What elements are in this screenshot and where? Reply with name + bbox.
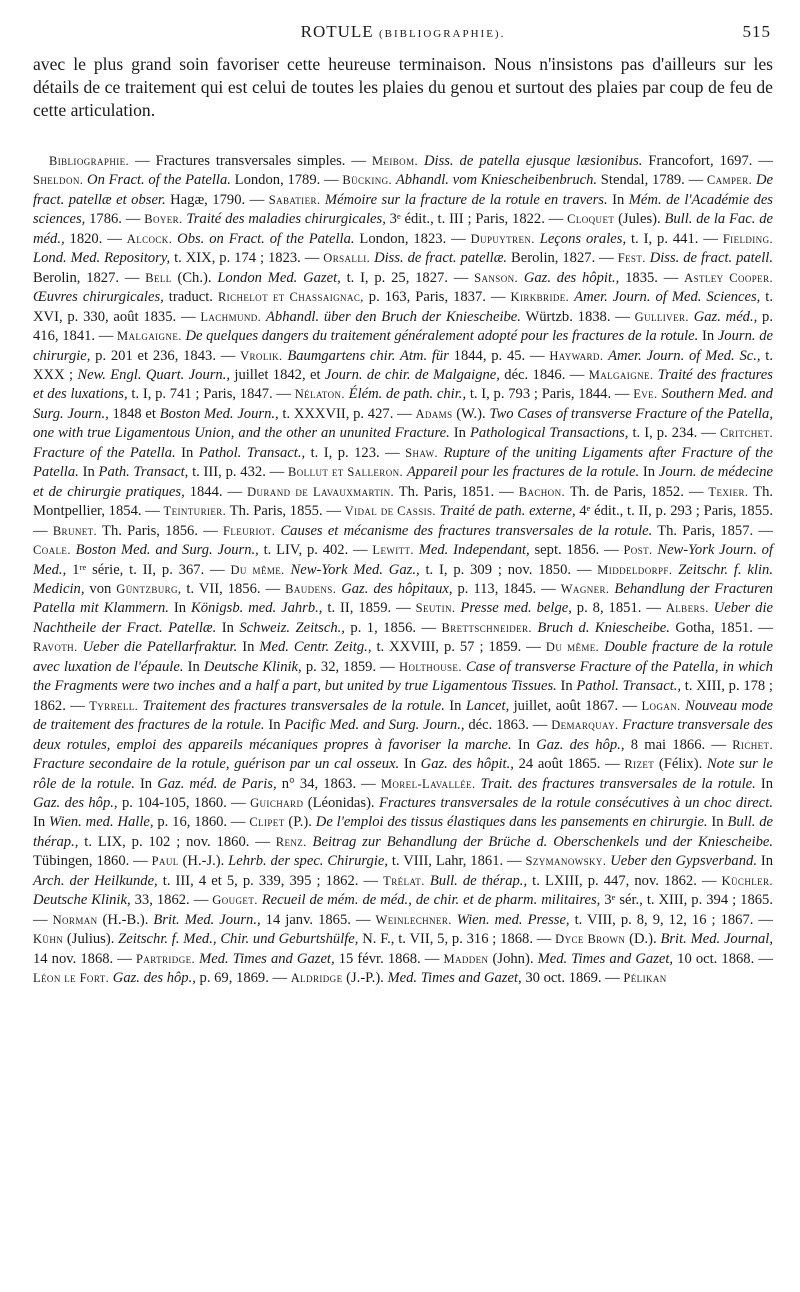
author-name: Norman xyxy=(52,912,98,927)
citation-title: Gaz. des hôpit., xyxy=(420,756,514,773)
citation-text: juillet, août 1867. — xyxy=(509,697,642,714)
citation-text: In xyxy=(511,736,537,753)
citation-title: Gaz. des hôpitaux, xyxy=(341,580,453,597)
citation-title: Gaz. des hôpit., xyxy=(523,269,620,286)
citation-title: Élém. de path. chir., xyxy=(348,386,467,403)
citation-text: 1844, p. 45. — xyxy=(448,347,550,364)
author-name: Texier. xyxy=(708,484,749,499)
citation-text: — Fractures transversales simples. — xyxy=(129,153,372,169)
citation-title: Lancet, xyxy=(465,697,510,714)
citation-text: 3ᵉ édit., t. III ; Paris, 1822. — xyxy=(385,211,568,228)
running-header xyxy=(33,22,773,48)
citation-title: Behandlung der Fracturen Patella mit Klammern. xyxy=(33,580,773,617)
citation-text: London, 1789. — xyxy=(230,172,343,189)
author-name: Durand de Lavauxmartin. xyxy=(247,484,395,499)
citation-text: In xyxy=(444,697,466,714)
citation-text: In xyxy=(175,444,199,461)
citation-text: p. 69, 1869. — xyxy=(195,970,291,987)
citation-text: (Jules). xyxy=(614,211,665,228)
citation-title: Boston Med. and Surg. Journ., xyxy=(75,542,259,559)
citation-text: déc. 1863. — xyxy=(464,717,552,734)
author-name: Lachmund. xyxy=(200,309,262,324)
citation-text: In xyxy=(399,756,421,773)
author-name: Sabatier. xyxy=(268,192,321,207)
citation-title: Causes et mécanisme des fractures transversales de la rotule. xyxy=(280,522,653,539)
citation-title: Bull. de thérap., xyxy=(429,872,528,889)
citation-text: t. I, p. 234. — xyxy=(628,425,720,442)
citation-text: Tübingen, 1860. — xyxy=(33,853,152,870)
author-name: Bachon. xyxy=(518,484,565,499)
citation-text: 8 mai 1866. — xyxy=(624,736,733,753)
citation-text: t. LIX, p. 102 ; nov. 1860. — xyxy=(78,833,276,850)
author-name: Partridge. xyxy=(135,951,196,966)
author-name: Bollut et Salleron. xyxy=(288,465,404,480)
citation-text: t. LXIII, p. 447, nov. 1862. — xyxy=(527,872,722,889)
citation-title: De quelques dangers du traitement généralement adopté pour les fractures de la rotule. xyxy=(185,328,699,345)
citation-title: Traité de path. externe, xyxy=(439,503,576,520)
citation-text: 1835. — xyxy=(619,269,685,286)
citation-text: 14 janv. 1865. — xyxy=(260,911,376,928)
author-name: Albers. xyxy=(665,601,709,616)
author-name: Pélikan xyxy=(623,971,667,986)
author-name: Madden xyxy=(443,951,489,966)
citation-title: Obs. on Fract. of the Patella. xyxy=(177,230,355,247)
citation-title: Wien. med. Presse, xyxy=(456,911,570,928)
citation-text: t. XIX, p. 174 ; 1823. — xyxy=(170,250,324,267)
citation-title: Königsb. med. Jahrb., xyxy=(190,600,323,617)
citation-title: De fract. patellæ et obser. xyxy=(33,172,773,208)
author-name: Logan. xyxy=(641,698,681,713)
citation-title: Note sur le rôle de la rotule. xyxy=(33,756,773,792)
author-name: Bibliographie. xyxy=(49,154,130,168)
author-name: Renz. xyxy=(275,834,307,849)
author-name: Morel-Lavallée. xyxy=(380,776,476,791)
citation-text: In xyxy=(607,191,629,208)
citation-title: Boston Med. Journ., xyxy=(159,405,279,422)
citation-title: Pathol. Transact., xyxy=(576,678,682,695)
author-name: Teinturier. xyxy=(163,504,227,519)
citation-text: t. XIII, p. 178 ; 1862. — xyxy=(33,678,773,714)
citation-title: Abhandl. vom Kniescheibenbruch. xyxy=(395,172,598,189)
author-name: Guichard xyxy=(250,795,304,810)
citation-text: p. 16, 1860. — xyxy=(153,814,250,831)
citation-text: In xyxy=(639,464,659,481)
citation-title: Pathological Transactions, xyxy=(469,425,629,442)
author-name: Vrolik. xyxy=(240,348,283,363)
citation-title: Case of transverse Fracture of the Patella, in which the Fragments were two inches and a half a part, but united by true Ligamentous Tissues. xyxy=(33,658,773,695)
author-name: Meibom. xyxy=(371,154,418,168)
citation-title: Bruch d. Kniescheibe. xyxy=(537,619,670,636)
author-name: Fleuriot. xyxy=(223,523,276,538)
citation-title: Gaz. méd. de Paris, xyxy=(157,775,277,792)
citation-title: Med. Times and Gazet, xyxy=(387,970,522,987)
citation-title: Pacific Med. and Surg. Journ., xyxy=(284,717,465,734)
citation-text: Berolin, 1827. — xyxy=(33,269,146,286)
citation-title: Traité des maladies chirurgicales, xyxy=(186,211,386,228)
citation-text: t. I, p. 441. — xyxy=(626,230,723,247)
citation-text: Th. de Paris, 1852. — xyxy=(565,483,709,500)
citation-title: Med. Times and Gazet, xyxy=(537,950,674,967)
citation-text: In xyxy=(237,639,260,656)
author-name: Bücking. xyxy=(342,173,393,188)
citation-text: Stendal, 1789. — xyxy=(597,172,707,189)
citation-title: Brit. Med. Journ., xyxy=(153,911,261,928)
citation-text: t. I, p. 741 ; Paris, 1847. — xyxy=(127,386,295,403)
citation-text: t. I, p. 309 ; nov. 1850. — xyxy=(419,561,598,578)
author-name: Dyce Brown xyxy=(555,932,626,947)
citation-text: 33, 1862. — xyxy=(130,892,213,909)
author-name: Fielding. xyxy=(722,231,773,246)
citation-text: (H.-B.). xyxy=(97,911,154,928)
author-name: Kirkbride. xyxy=(510,290,570,305)
citation-text: p. 1, 1856. — xyxy=(344,619,442,636)
author-name: Richet. xyxy=(732,737,773,752)
author-name: Camper. xyxy=(706,173,753,188)
citation-text: von xyxy=(84,580,117,597)
citation-text: In xyxy=(168,600,191,617)
citation-title: Gaz. des hôp., xyxy=(536,736,625,753)
citation-text: (W.). xyxy=(452,405,490,422)
author-name: Bell xyxy=(145,270,172,285)
citation-text: t. VII, 1856. — xyxy=(181,580,286,597)
author-name: Weinlechner. xyxy=(375,912,452,927)
author-name: Wagner. xyxy=(560,581,610,596)
citation-text: t. VIII, p. 8, 9, 12, 16 ; 1867. — xyxy=(569,911,774,928)
citation-title: Traitement des fractures transversales de la rotule. xyxy=(142,697,445,714)
citation-title: On Fract. of the Patella. xyxy=(87,172,231,189)
citation-title: Double fracture de la rotule avec luxation de l'épaule. xyxy=(33,639,773,675)
author-name: Güntzburg, xyxy=(116,581,182,596)
citation-title: Ueber die Patellarfraktur. xyxy=(82,639,238,656)
citation-title: Appareil pour les fractures de la rotule. xyxy=(406,464,640,481)
header-title xyxy=(301,22,506,42)
citation-title: Œuvres chirurgicales, xyxy=(33,289,164,306)
citation-text: p. 201 et 236, 1843. — xyxy=(90,347,241,364)
citation-text: p. 163, Paris, 1837. — xyxy=(363,289,511,306)
citation-title: Leçons orales, xyxy=(539,230,627,247)
citation-title: De l'emploi des tissus élastiques dans les pansements en chirurgie. xyxy=(315,814,708,831)
citation-text: traduct. xyxy=(163,289,218,306)
citation-title: Two Cases of transverse Fracture of the Patella, one with true Ligamentous Union, and the other an ununited Fracture. xyxy=(33,405,774,442)
citation-title: Recueil de mém. de méd., de chir. et de pharm. militaires, xyxy=(261,892,601,909)
citation-text: Th. Paris, 1856. — xyxy=(97,522,224,539)
document-page xyxy=(33,22,773,988)
citation-title: Journ. de chir. de Malgaigne, xyxy=(324,366,500,383)
citation-text: n° 34, 1863. — xyxy=(276,775,381,792)
citation-text: (D.). xyxy=(625,931,661,948)
citation-text: In xyxy=(707,814,728,831)
citation-title: New-York Med. Gaz., xyxy=(290,561,420,578)
author-name: Boyer. xyxy=(144,212,183,227)
author-name: Tyrrell. xyxy=(89,698,139,713)
citation-title: Nouveau mode de traitement des fractures de la rotule. xyxy=(33,697,774,734)
citation-text: In xyxy=(755,775,773,792)
citation-text: Francofort, 1697. — xyxy=(642,153,773,169)
author-name: Coale. xyxy=(33,543,71,558)
citation-text: t. III, 4 et 5, p. 339, 395 ; 1862. — xyxy=(157,872,384,889)
citation-text: In xyxy=(134,775,158,792)
bibliography-paragraph xyxy=(33,152,773,988)
citation-text: t. I, p. 793 ; Paris, 1844. — xyxy=(466,386,634,403)
citation-text: (J.-P.). xyxy=(342,970,388,987)
citation-text: In xyxy=(264,717,285,734)
citation-text: In xyxy=(183,658,204,675)
citation-text: Th. Paris, 1851. — xyxy=(394,483,519,500)
author-name: Baudens. xyxy=(285,581,337,596)
citation-title: Traité des fractures et des luxations, xyxy=(33,366,773,403)
citation-title: New. Engl. Quart. Journ., xyxy=(77,366,231,383)
citation-text: (Léonidas). xyxy=(303,794,379,811)
header-subtitle: (BIBLIOGRAPHIE). xyxy=(378,28,506,40)
citation-title: Med. Independant, xyxy=(418,542,530,559)
citation-text: t. II, 1859. — xyxy=(322,600,416,617)
citation-text: In xyxy=(78,464,99,481)
author-name: Brunet. xyxy=(52,523,98,538)
author-name: Richelot et Chassaignac, xyxy=(217,290,364,305)
citation-text: 4ᵉ édit., t. II, p. 293 ; Paris, 1855. — xyxy=(33,503,773,539)
author-name: Clipet xyxy=(249,815,285,830)
citation-text: t. VIII, Lahr, 1861. — xyxy=(388,853,526,870)
citation-text: (P.). xyxy=(284,814,316,831)
author-name: Kühn xyxy=(33,932,64,947)
citation-title: Pathol. Transact., xyxy=(198,444,306,461)
citation-title: Zeitschr. f. klin. Medicin, xyxy=(33,561,773,597)
author-name: Adams xyxy=(415,406,453,421)
citation-text: p. 8, 1851. — xyxy=(571,600,666,617)
citation-title: Ueber den Gypsverband. xyxy=(610,853,757,870)
author-name: Astley Cooper. xyxy=(684,270,773,285)
citation-title: Wien. med. Halle, xyxy=(49,814,154,831)
author-name: Sanson. xyxy=(474,270,519,285)
citation-title: Presse med. belge, xyxy=(460,600,572,617)
citation-text: 1ʳᵉ série, t. II, p. 367. — xyxy=(66,561,231,578)
citation-text: 1786. — xyxy=(85,211,145,228)
citation-text: Berolin, 1827. — xyxy=(507,250,618,267)
citation-text: sept. 1856. — xyxy=(529,542,624,559)
author-name: Malgaigne. xyxy=(117,329,182,344)
citation-title: Baumgartens chir. Atm. für xyxy=(287,347,449,364)
citation-text: N. F., t. VII, 5, p. 316 ; 1868. — xyxy=(358,931,556,948)
citation-title: Lehrb. der spec. Chirurgie, xyxy=(228,853,389,870)
citation-text: 3ᵉ sér., t. XIII, p. 394 ; 1865. — xyxy=(33,892,774,928)
author-name: Trélat. xyxy=(383,873,425,888)
citation-title: Journ. de chirurgie, xyxy=(33,328,773,364)
citation-title: Arch. der Heilkunde, xyxy=(33,872,158,889)
citation-title: Fracture secondaire de la rotule, guérison par un cal osseux. xyxy=(33,756,400,773)
author-name: Malgaigne. xyxy=(588,367,654,382)
author-name: Du même. xyxy=(545,640,600,655)
citation-text: t. XXXVII, p. 427. — xyxy=(278,405,416,422)
author-name: Ravoth. xyxy=(33,640,78,655)
citation-text: 1820. — xyxy=(64,230,127,247)
citation-text: (Félix). xyxy=(654,756,707,773)
citation-text: 1844. — xyxy=(184,483,248,500)
citation-text: In xyxy=(449,425,470,442)
citation-text: 30 oct. 1869. — xyxy=(521,970,624,987)
author-name: Küchler. xyxy=(721,873,773,888)
citation-text: 14 nov. 1868. — xyxy=(33,950,136,967)
citation-text: t. XXX ; xyxy=(33,347,773,383)
citation-title: Mém. de l'Académie des sciences, xyxy=(33,191,773,228)
citation-text: t. I, p. 123. — xyxy=(305,444,406,461)
citation-text: (John). xyxy=(488,950,538,967)
citation-title: Diss. de fract. patell. xyxy=(649,250,773,267)
citation-text: p. 416, 1841. — xyxy=(33,308,773,345)
citation-title: Fracture of the Patella. xyxy=(33,444,176,461)
header-title-main: ROTULE xyxy=(300,22,374,41)
citation-text: Gotha, 1851. — xyxy=(669,619,773,636)
citation-title: Amer. Journ. of Med. Sciences, xyxy=(574,289,761,306)
citation-text: In xyxy=(756,853,774,870)
citation-text: London, 1823. — xyxy=(354,230,471,247)
citation-title: Bull. de thérap., xyxy=(33,814,774,850)
citation-title: Schweiz. Zeitsch., xyxy=(239,619,345,636)
citation-title: Trait. des fractures transversales de la rotule. xyxy=(480,775,756,792)
author-name: Shaw. xyxy=(405,445,438,460)
author-name: Du même. xyxy=(230,562,285,577)
author-name: Alcock. xyxy=(126,231,173,246)
citation-title: Fractures transversales de la rotule consécutives à un choc direct. xyxy=(378,794,773,811)
author-name: Nélaton. xyxy=(294,387,345,402)
citation-text: Th. Montpellier, 1854. — xyxy=(33,483,774,520)
citation-text: p. 32, 1859. — xyxy=(301,658,400,675)
author-name: Middeldorpf. xyxy=(597,562,673,577)
citation-text: juillet 1842, et xyxy=(230,366,325,383)
citation-text: In xyxy=(216,619,240,636)
author-name: Post. xyxy=(623,543,653,558)
citation-title: Deutsche Klinik, xyxy=(33,892,131,909)
citation-text: 10 oct. 1868. — xyxy=(673,950,773,967)
citation-title: Med. Centr. Zeitg., xyxy=(259,639,372,656)
citation-title: Lond. Med. Repository, xyxy=(33,250,171,267)
citation-title: Ueber die Nachtheile der Fract. Patellæ. xyxy=(33,600,773,636)
citation-title: Diss. de patella ejusque læsionibus. xyxy=(423,153,643,169)
citation-title: Bull. de la Fac. de méd., xyxy=(33,211,773,247)
citation-text: 1848 et xyxy=(108,405,160,422)
citation-text: Th. Paris, 1857. — xyxy=(652,522,773,539)
citation-text: Hagæ, 1790. — xyxy=(165,191,269,208)
citation-text: In xyxy=(698,328,718,345)
author-name: Rizet xyxy=(624,757,655,772)
intro-paragraph: avec le plus grand soin favoriser cette heureuse terminaison. Nous n'insistons pas d'ailleurs sur les détails de ce traitement qui est celui de toutes les plaies du genou et surtout des plaies par coup de feu de cette articulation. xyxy=(33,54,773,120)
citation-text: t. XVI, p. 330, août 1835. — xyxy=(33,289,774,325)
author-name: Gouget. xyxy=(212,893,258,908)
citation-text: (Ch.). xyxy=(171,269,218,286)
author-name: Lewitt. xyxy=(372,543,414,558)
author-name: Vidal de Cassis. xyxy=(344,504,436,519)
citation-text: (Julius). xyxy=(63,931,119,948)
author-name: Fest. xyxy=(617,251,646,266)
citation-text: p. 113, 1845. — xyxy=(452,580,561,597)
page-number: 515 xyxy=(742,22,771,41)
citation-title: Beitrag zur Behandlung der Brüche d. Oberschenkels und der Kniescheibe. xyxy=(312,833,773,850)
citation-title: Gaz. méd., xyxy=(693,308,758,325)
citation-text: p. 104-105, 1860. — xyxy=(117,794,251,811)
citation-title: Fracture transversale des deux rotules, emploi des appareils mécaniques propres à favoriser la marche. xyxy=(33,717,773,753)
citation-title: Abhandl. über den Bruch der Kniescheibe. xyxy=(266,308,521,325)
citation-title: Amer. Journ. of Med. Sc., xyxy=(608,347,761,364)
citation-title: Gaz. des hôp., xyxy=(112,970,196,987)
author-name: Orsalli. xyxy=(323,251,371,266)
citation-title: Path. Transact xyxy=(98,464,185,481)
citation-title: Rupture of the uniting Ligaments after Fracture of the Patella. xyxy=(33,444,773,481)
author-name: Paul xyxy=(151,854,179,869)
author-name: Critchet. xyxy=(719,426,773,441)
author-name: Léon le Fort. xyxy=(33,971,110,986)
citation-text: t. XXVIII, p. 57 ; 1859. — xyxy=(371,639,546,656)
author-name: Szymanowsky. xyxy=(525,854,607,869)
author-name: Gulliver. xyxy=(634,309,689,324)
citation-text: (H.-J.). xyxy=(178,853,229,870)
author-name: Seutin. xyxy=(415,601,456,616)
author-name: Hayward. xyxy=(549,348,604,363)
citation-title: Brit. Med. Journal, xyxy=(660,931,773,948)
citation-text: Th. Paris, 1855. — xyxy=(226,503,345,520)
author-name: Aldridge xyxy=(290,971,343,986)
citation-title: Mémoire sur la fracture de la rotule en travers. xyxy=(324,191,608,208)
author-name: Dupuytren. xyxy=(470,231,535,246)
citation-title: Gaz. des hôp., xyxy=(33,794,118,811)
citation-title: Southern Med. and Surg. Journ., xyxy=(33,386,773,422)
citation-title: Diss. de fract. patellæ. xyxy=(374,250,508,267)
citation-text: , t. III, p. 432. — xyxy=(184,464,289,481)
citation-text: t. LIV, p. 402. — xyxy=(258,542,373,559)
citation-title: Med. Times and Gazet, xyxy=(199,950,335,967)
citation-title: New-York Journ. of Med., xyxy=(33,542,773,578)
author-name: Sheldon. xyxy=(33,173,84,188)
author-name: Demarquay. xyxy=(551,718,619,733)
citation-title: Zeitschr. f. Med., Chir. und Geburtshülfe, xyxy=(118,931,359,948)
citation-text: Würtzb. 1838. — xyxy=(520,308,635,325)
author-name: Brettschneider. xyxy=(441,620,532,635)
citation-text: 15 févr. 1868. — xyxy=(334,950,444,967)
citation-title: Deutsche Klinik, xyxy=(203,658,302,675)
citation-text: 24 août 1865. — xyxy=(513,756,625,773)
citation-text: déc. 1846. — xyxy=(499,366,589,383)
author-name: Cloquet xyxy=(567,212,615,227)
citation-title: London Med. Gazet, xyxy=(217,269,341,286)
citation-title: Journ. de médecine et de chirurgie pratiques, xyxy=(33,464,773,500)
citation-text: In xyxy=(33,814,49,831)
citation-text: In xyxy=(556,678,577,695)
author-name: Holthouse. xyxy=(399,659,462,674)
citation-text: t. I, p. 25, 1827. — xyxy=(340,269,475,286)
author-name: Eve. xyxy=(633,387,658,402)
